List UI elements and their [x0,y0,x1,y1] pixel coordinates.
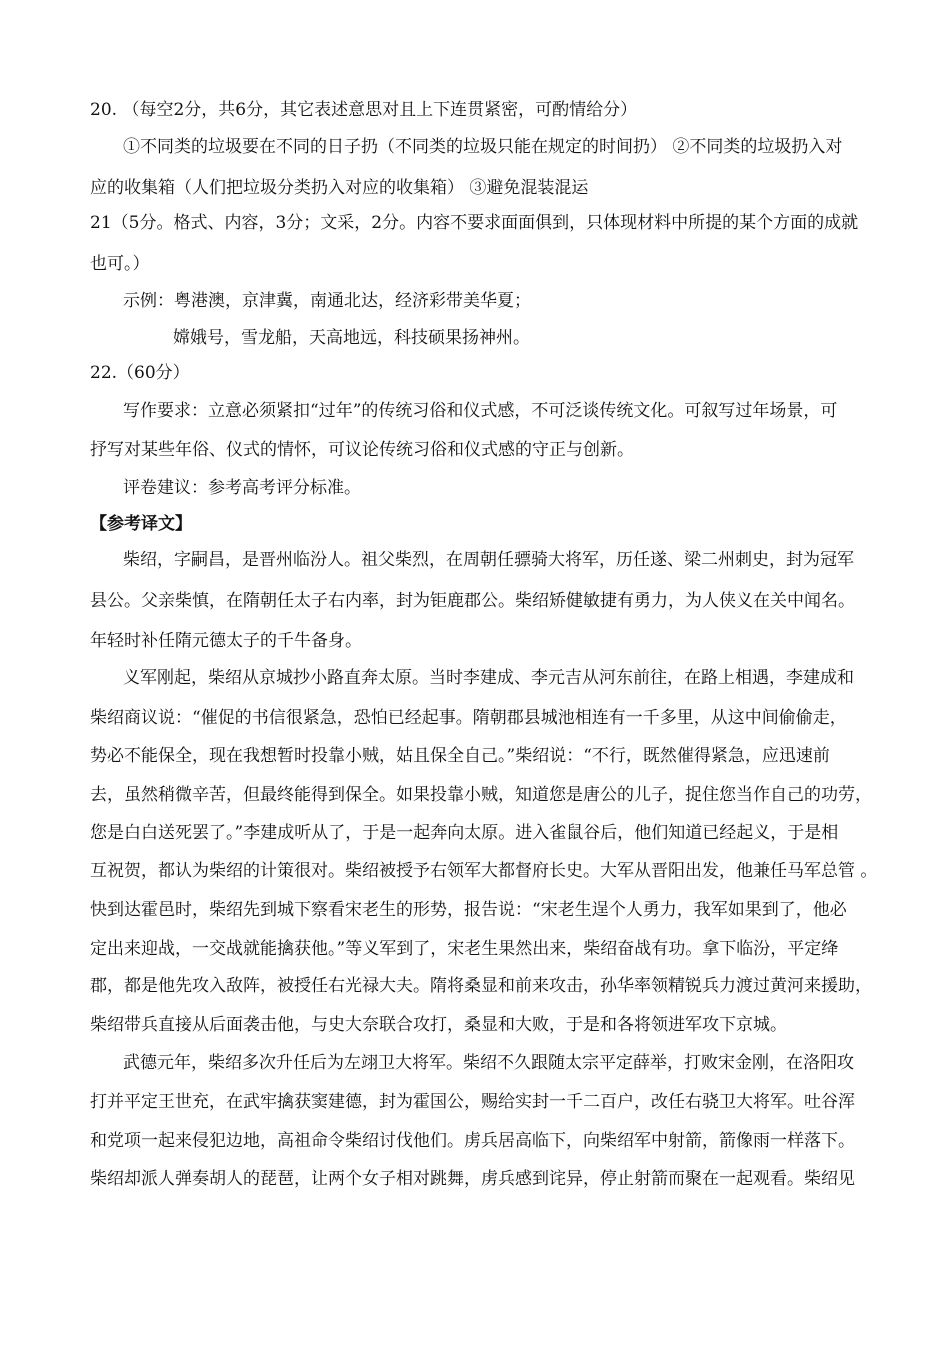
translation-line: 柴绍商议说：“催促的书信很紧急，恐怕已经起事。隋朝郡县城池相连有一千多里，从这中间偷偷走， [90,708,847,728]
translation-line: 势必不能保全，现在我想暂时投靠小贼，姑且保全自己。”柴绍说：“不行，既然催得紧急，应迅速前 [90,746,830,766]
q21-example-line-2: 嫦娥号，雪龙船，天高地远，科技硕果扬神州。 [173,328,530,348]
translation-line: 您是白白送死罢了。”李建成听从了，于是一起奔向太原。进入雀鼠谷后，他们知道已经起义，于是相 [90,823,839,843]
translation-line: 县公。父亲柴慎，在隋朝任太子右内率，封为钜鹿郡公。柴绍矫健敏捷有勇力，为人侠义在关中闻名。 [90,591,855,611]
translation-line: 和党项一起来侵犯边地，高祖命令柴绍讨伐他们。虏兵居高临下，向柴绍军中射箭，箭像雨一样落下。 [90,1131,855,1151]
translation-line: 柴绍带兵直接从后面袭击他，与史大奈联合攻打，桑显和大败，于是和各将领进军攻下京城。 [90,1015,787,1035]
translation-line: 郡，都是他先攻入敌阵，被授任右光禄大夫。隋将桑显和前来攻击，孙华率领精锐兵力渡过黄河来援助， [90,976,872,996]
q20-answer-line-1: ①不同类的垃圾要在不同的日子扔（不同类的垃圾只能在规定的时间扔） ②不同类的垃圾扔入对 [123,137,843,157]
q20-header: 20. （每空2分，共6分，其它表述意思对且上下连贯紧密，可酌情给分） [90,100,638,120]
q22-requirement-line-2: 抒写对某些年俗、仪式的情怀，可议论传统习俗和仪式感的守正与创新。 [90,440,634,460]
q22-scoring-advice: 评卷建议：参考高考评分标准。 [123,478,361,498]
translation-line: 定出来迎战，一交战就能擒获他。”等义军到了，宋老生果然出来，柴绍奋战有功。拿下临汾，平定绛 [90,939,839,959]
translation-line: 柴绍，字嗣昌，是晋州临汾人。祖父柴烈，在周朝任骠骑大将军，历任遂、梁二州刺史，封为冠军 [123,550,854,570]
translation-line: 义军刚起，柴绍从京城抄小路直奔太原。当时李建成、李元吉从河东前往，在路上相遇，李建成和 [123,668,854,688]
translation-line: 年轻时补任隋元德太子的千牛备身。 [90,631,362,651]
q21-example-line-1: 示例：粤港澳，京津冀，南通北达，经济彩带美华夏； [123,291,531,311]
q20-answer-line-2: 应的收集箱（人们把垃圾分类扔入对应的收集箱） ③避免混装混运 [90,178,589,198]
q22-requirement-line-1: 写作要求：立意必须紧扣“过年”的传统习俗和仪式感，不可泛谈传统文化。可叙写过年场景，可 [123,401,838,421]
translation-line: 武德元年，柴绍多次升任后为左翊卫大将军。柴绍不久跟随太宗平定薛举，打败宋金刚，在洛阳攻 [123,1053,854,1073]
translation-line: 去，虽然稍微辛苦，但最终能得到保全。如果投靠小贼，知道您是唐公的儿子，捉住您当作自己的功劳， [90,785,872,805]
translation-heading: 【参考译文】 [90,514,192,534]
q22-header: 22.（60分） [90,363,190,383]
q21-header-line-1: 21（5分。格式、内容，3分；文采，2分。内容不要求面面俱到，只体现材料中所提的某个方面的成就 [90,213,859,233]
translation-line: 打并平定王世充，在武牢擒获窦建德，封为霍国公，赐给实封一千二百户，改任右骁卫大将军。吐谷浑 [90,1092,855,1112]
translation-line: 柴绍却派人弹奏胡人的琵琶，让两个女子相对跳舞，虏兵感到诧异，停止射箭而聚在一起观看。柴绍见 [90,1169,855,1189]
translation-line: 互祝贺，都认为柴绍的计策很对。柴绍被授予右领军大都督府长史。大军从晋阳出发，他兼任马军总管 。 [90,861,878,881]
q21-header-line-2: 也可。） [90,254,150,274]
translation-line: 快到达霍邑时，柴绍先到城下察看宋老生的形势，报告说：“宋老生逞个人勇力，我军如果到了，他必 [90,900,847,920]
